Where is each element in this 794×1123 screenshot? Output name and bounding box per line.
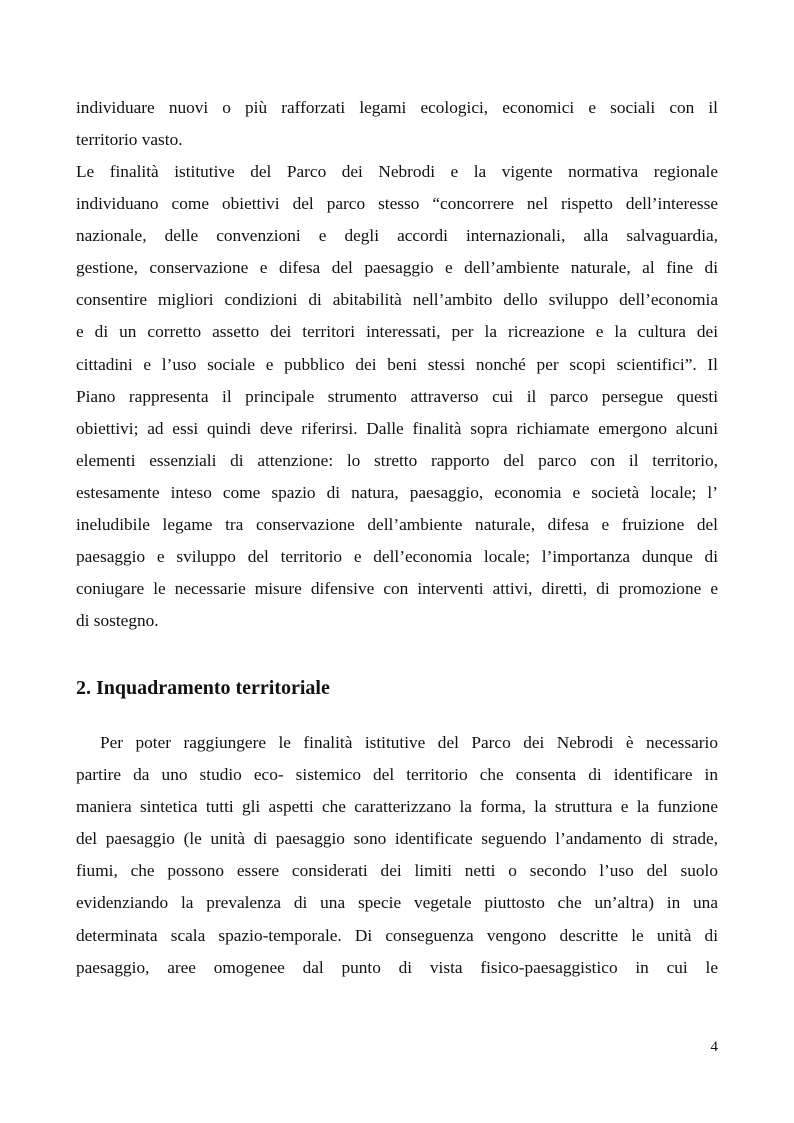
text-line: paesaggio e sviluppo del territorio e dell’economia locale; l’importanza dunque di [76,547,718,567]
paragraph-territorial-framework [76,727,718,984]
text-line: elementi essenziali di attenzione: lo stretto rapporto del parco con il territorio, [76,450,718,470]
text-line: Piano rappresenta il principale strumento attraverso cui il parco persegue questi [76,386,718,406]
text-line: individuare nuovi o più rafforzati legami ecologici, economici e sociali con il [76,98,718,117]
page-number: 4 [710,1039,718,1055]
text-line: nazionale, delle convenzioni e degli accordi internazionali, alla salvaguardia, [76,226,718,246]
text-line: Le finalità istitutive del Parco dei Nebrodi e la vigente normativa regionale [76,162,718,181]
text-line: maniera sintetica tutti gli aspetti che caratterizzano la forma, la struttura e la funzione [76,797,718,817]
text-line: evidenziando la prevalenza di una specie vegetale piuttosto che un’altra) in una [76,893,718,913]
text-line: territorio vasto. [76,130,183,150]
text-line: individuano come obiettivi del parco stesso “concorrere nel rispetto dell’interesse [76,194,718,214]
text-line: estesamente inteso come spazio di natura, paesaggio, economia e società locale; l’ [76,482,718,502]
text-line: fiumi, che possono essere considerati dei limiti netti o secondo l’uso del suolo [76,861,718,881]
text-line: ineludibile legame tra conservazione dell’ambiente naturale, difesa e fruizione del [76,515,718,535]
text-line: e di un corretto assetto dei territori interessati, per la ricreazione e la cultura dei [76,322,718,342]
text-line: di sostegno. [76,611,159,631]
paragraph-park-objectives [76,156,718,637]
text-line: coniugare le necessarie misure difensive con interventi attivi, diretti, di promozione e [76,579,718,599]
text-line: consentire migliori condizioni di abitabilità nell’ambito dello sviluppo dell’economia [76,290,718,310]
text-line: determinata scala spazio-temporale. Di conseguenza vengono descritte le unità di [76,925,718,945]
text-line: cittadini e l’uso sociale e pubblico dei beni stessi nonché per scopi scientifici”. Il [76,354,718,374]
text-line: paesaggio, aree omogenee dal punto di vista fisico-paesaggistico in cui le [76,957,718,977]
text-line: gestione, conservazione e difesa del paesaggio e dell’ambiente naturale, al fine di [76,258,718,278]
section-heading: 2. Inquadramento territoriale [76,677,330,699]
text-line: Per poter raggiungere le finalità istitutive del Parco dei Nebrodi è necessario [100,733,718,752]
text-line: obiettivi; ad essi quindi deve riferirsi. Dalle finalità sopra richiamate emergono alcuni [76,418,718,438]
paragraph-continuation [76,92,718,156]
text-line: del paesaggio (le unità di paesaggio sono identificate seguendo l’andamento di strade, [76,829,718,849]
text-line: partire da uno studio eco- sistemico del territorio che consenta di identificare in [76,765,718,785]
